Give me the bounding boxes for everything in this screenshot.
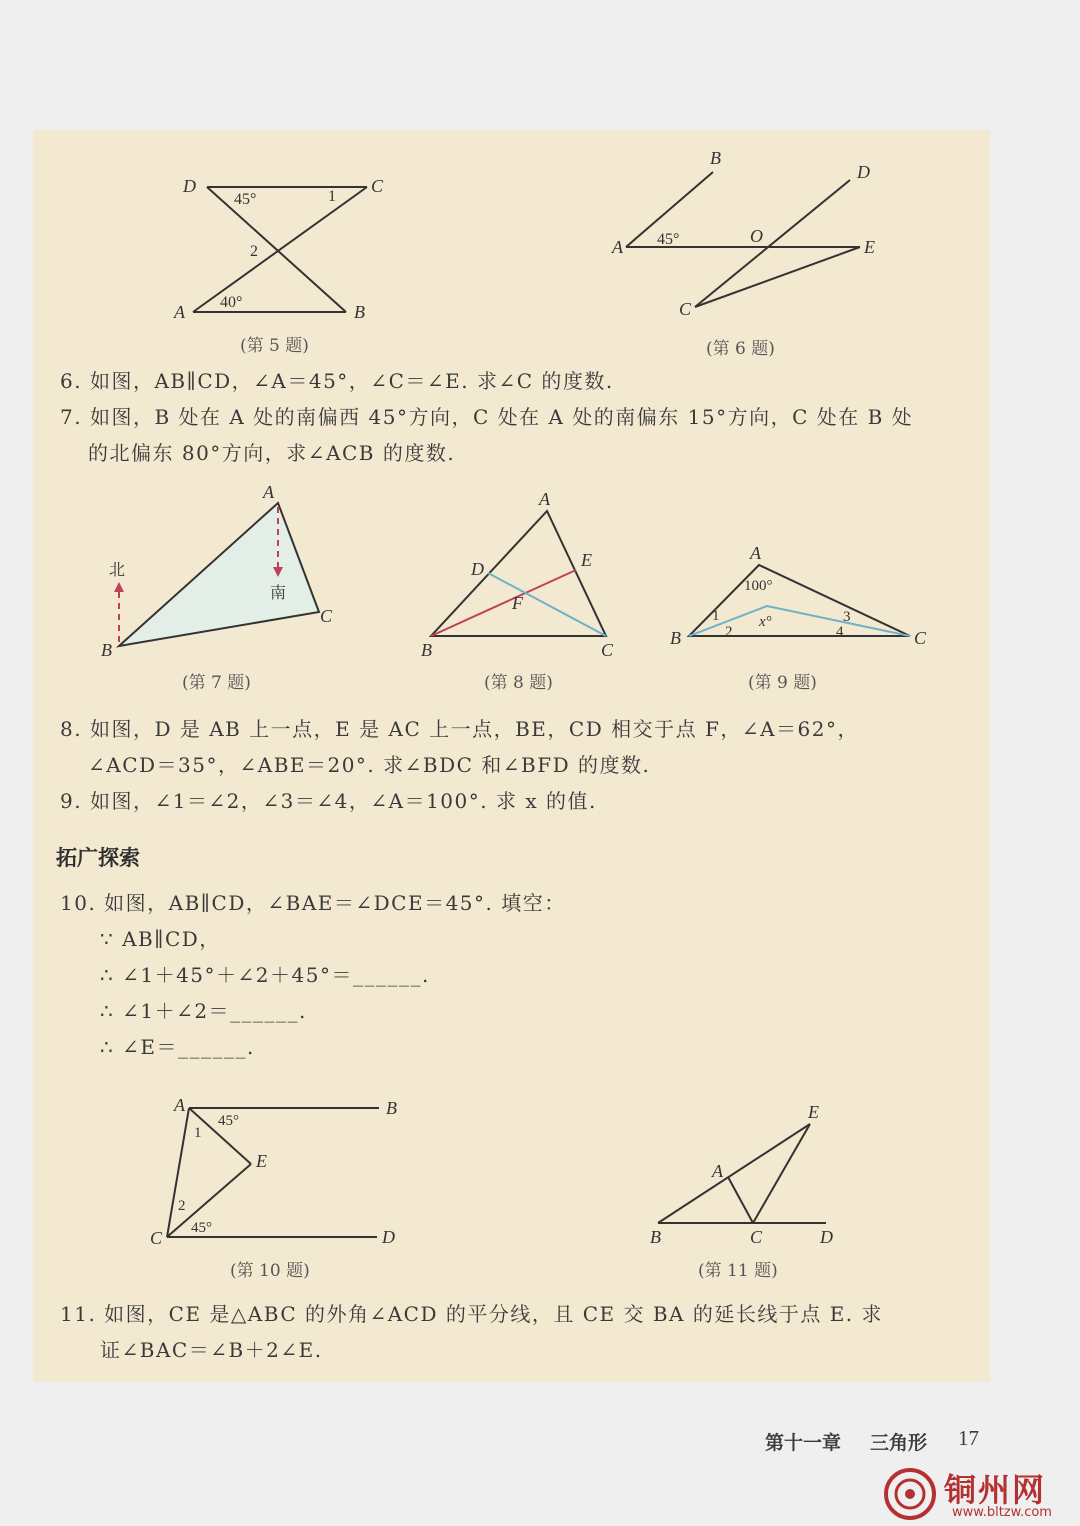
fig10-angle1: 1 [194,1125,202,1141]
fig9-angle1: 1 [712,608,720,624]
fig7-north: 北 [109,562,126,579]
fig5-label-A: A [174,302,185,322]
fig9-angle4: 4 [836,624,844,640]
fig6-caption: (第 6 题) [706,339,775,359]
fig11-label-B: B [650,1227,661,1247]
fig6-label-A: A [612,237,623,257]
fig10-caption: (第 10 题) [230,1261,310,1281]
fig5-angle45: 45° [234,191,257,208]
problem-10-step2: ∴ ∠1＋45°＋∠2＋45°＝______. [100,963,430,987]
fig5-caption: (第 5 题) [240,336,309,356]
fig10-label-E: E [256,1151,267,1171]
fig7-label-A: A [263,482,274,502]
section-heading: 拓广探索 [56,846,140,870]
fig6-label-O: O [750,226,763,246]
footer-chapter: 第十一章 [765,1432,842,1454]
fig7-label-B: B [101,640,112,660]
fig9-angle3: 3 [843,609,851,625]
problem-7-line2: 的北偏东 80°方向，求∠ACB 的度数. [88,441,456,465]
figure-7 [114,503,319,646]
fig10-angle45a: 45° [218,1113,239,1129]
fig9-caption: (第 9 题) [748,673,817,693]
fig5-label-C: C [371,176,384,196]
problem-10-step1: ∵ AB∥CD， [100,927,221,951]
fig8-label-F: F [512,593,523,613]
problem-11-line1: 11. 如图，CE 是△ABC 的外角∠ACD 的平分线，且 CE 交 BA 的延长线于点 E. 求 [60,1302,884,1326]
fig10-label-B: B [386,1098,397,1118]
problem-8-line2: ∠ACD＝35°，∠ABE＝20°. 求∠BDC 和∠BFD 的度数. [88,753,651,777]
fig9-label-C: C [914,628,927,648]
fig9-label-A: A [750,543,761,563]
problem-10: 10. 如图，AB∥CD，∠BAE＝∠DCE＝45°. 填空： [60,891,566,915]
fig5-label-B: B [354,302,365,322]
fig5-angle1: 1 [328,188,336,205]
fig11-label-D: D [820,1227,833,1247]
problem-11-line2: 证∠BAC＝∠B＋2∠E. [100,1338,323,1362]
watermark-name: 铜州网 [944,1471,1047,1509]
footer-title: 三角形 [870,1432,928,1454]
fig9-label-B: B [670,628,681,648]
fig10-angle45b: 45° [191,1220,212,1236]
problem-10-step3: ∴ ∠1＋∠2＝______. [100,999,307,1023]
fig10-label-A: A [174,1095,185,1115]
fig9-angle-x: x° [759,614,772,630]
fig7-south: 南 [270,585,287,602]
fig10-label-C: C [150,1228,163,1248]
figure-11 [658,1124,826,1223]
problem-6: 6. 如图，AB∥CD，∠A＝45°，∠C＝∠E. 求∠C 的度数. [60,369,614,393]
fig11-label-C: C [750,1227,763,1247]
fig11-label-E: E [808,1102,819,1122]
watermark-url: www.bltzw.com [952,1505,1052,1520]
fig11-caption: (第 11 题) [698,1261,778,1281]
figure-9 [689,565,910,636]
fig8-label-A: A [539,489,550,509]
fig9-angle2: 2 [725,624,733,640]
fig6-label-C: C [679,299,692,319]
fig6-label-E: E [864,237,875,257]
fig8-caption: (第 8 题) [484,673,553,693]
page-number: 17 [958,1426,979,1450]
problem-10-step4: ∴ ∠E＝______. [100,1035,255,1059]
fig8-label-D: D [471,559,484,579]
fig5-angle2: 2 [250,243,258,260]
fig5-angle40: 40° [220,294,243,311]
figure-8 [431,511,606,636]
fig7-caption: (第 7 题) [182,673,251,693]
fig5-label-D: D [183,176,196,196]
fig6-label-B: B [710,148,721,168]
problem-7-line1: 7. 如图，B 处在 A 处的南偏西 45°方向，C 处在 A 处的南偏东 15°方向，C 处在 B 处 [60,405,914,429]
fig11-label-A: A [712,1161,723,1181]
fig9-angle100: 100° [744,578,773,594]
fig10-angle2: 2 [178,1198,186,1214]
problem-9: 9. 如图，∠1＝∠2，∠3＝∠4，∠A＝100°. 求 x 的值. [60,789,597,813]
fig8-label-B: B [421,640,432,660]
fig6-label-D: D [857,162,870,182]
fig7-label-C: C [320,606,333,626]
fig8-label-C: C [601,640,614,660]
problem-8-line1: 8. 如图，D 是 AB 上一点，E 是 AC 上一点，BE，CD 相交于点 F，∠A＝62°， [60,717,859,741]
fig8-label-E: E [581,550,592,570]
fig6-angle45: 45° [657,231,680,248]
fig10-label-D: D [382,1227,395,1247]
